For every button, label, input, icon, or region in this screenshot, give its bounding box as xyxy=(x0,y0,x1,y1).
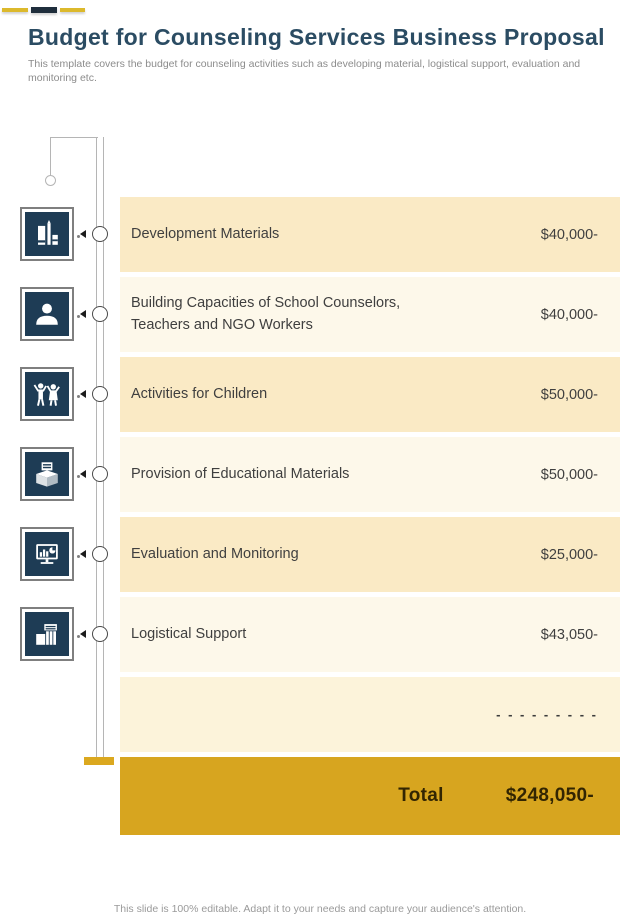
left-arrow-icon xyxy=(80,630,86,638)
total-label: Total xyxy=(398,785,444,806)
left-arrow-icon xyxy=(80,230,86,238)
row-amount: $40,000- xyxy=(540,226,598,243)
budget-table xyxy=(120,197,620,835)
table-row xyxy=(120,437,620,512)
icon-box-development-materials xyxy=(20,207,74,261)
dashes-placeholder: - - - - - - - - - xyxy=(496,707,598,722)
row-amount: $50,000- xyxy=(540,386,598,403)
row-amount: $25,000- xyxy=(540,546,598,563)
row-amount: $43,050- xyxy=(540,626,598,643)
left-arrow-icon xyxy=(80,390,86,398)
box-of-books-icon xyxy=(25,452,69,496)
row-label: Provision of Educational Materials xyxy=(131,465,350,482)
left-arrow-icon xyxy=(80,470,86,478)
icon-box-activities-children xyxy=(20,367,74,421)
person-icon xyxy=(25,292,69,336)
total-row xyxy=(120,757,620,835)
page-title: Budget for Counseling Services Business Proposal xyxy=(28,24,605,50)
table-row xyxy=(120,197,620,272)
timeline-top-connector xyxy=(50,137,98,178)
icon-box-building-capacities xyxy=(20,287,74,341)
icon-box-logistical-support xyxy=(20,607,74,661)
books-pencil-icon xyxy=(25,212,69,256)
timeline-node xyxy=(92,386,108,402)
table-row xyxy=(120,357,620,432)
row-label: Activities for Children xyxy=(131,385,268,402)
row-amount: $40,000- xyxy=(540,306,598,323)
table-row xyxy=(120,597,620,672)
row-label: Development Materials xyxy=(131,225,280,242)
left-arrow-icon xyxy=(80,550,86,558)
timeline-node xyxy=(92,466,108,482)
left-arrow-icon xyxy=(80,310,86,318)
monitor-analytics-icon xyxy=(25,532,69,576)
accent-bar-yellow-left xyxy=(2,8,28,12)
table-row xyxy=(120,277,620,352)
timeline-end-bar xyxy=(84,757,114,765)
timeline-top-node xyxy=(45,175,56,186)
timeline-node xyxy=(92,306,108,322)
timeline-node xyxy=(92,546,108,562)
timeline-node xyxy=(92,226,108,242)
row-amount: $50,000- xyxy=(540,466,598,483)
accent-bar-navy xyxy=(31,7,57,13)
row-label: Logistical Support xyxy=(131,625,247,642)
children-playing-icon xyxy=(25,372,69,416)
icon-box-evaluation-monitoring xyxy=(20,527,74,581)
packages-icon xyxy=(25,612,69,656)
page-subtitle: This template covers the budget for counseling activities such as developing material, logistical support, evaluation and monitoring etc. xyxy=(28,58,581,85)
timeline-node xyxy=(92,626,108,642)
icon-box-educational-materials xyxy=(20,447,74,501)
row-label: Evaluation and Monitoring xyxy=(131,545,299,562)
dashes-row xyxy=(120,677,620,752)
row-label: Building Capacities of School Counselors, Teachers and NGO Workers xyxy=(131,295,401,333)
accent-bar-yellow-right xyxy=(60,8,85,12)
total-amount: $248,050- xyxy=(505,785,594,806)
footer-note: This slide is 100% editable. Adapt it to your needs and capture your audience's attention. xyxy=(113,903,527,915)
table-row xyxy=(120,517,620,592)
